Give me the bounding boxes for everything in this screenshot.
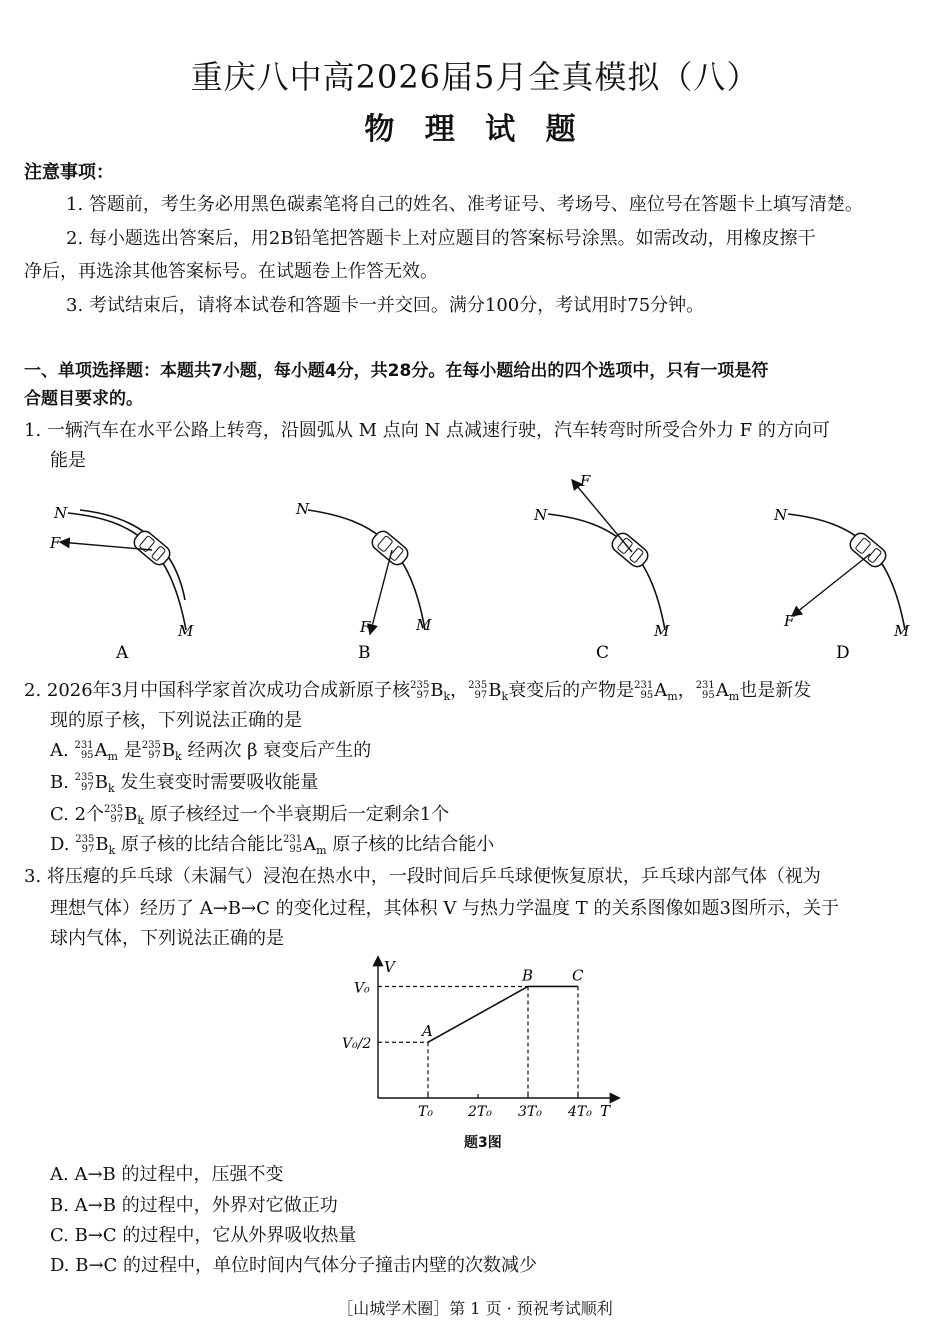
point-label-b: B [522, 966, 534, 985]
q1-option-d-figure [773, 506, 910, 663]
q1-stem: 1. 一辆汽车在水平公路上转弯，沿圆弧从 M 点向 N 点减速行驶，汽车转弯时所受合外力 F 的方向可 [24, 420, 830, 441]
y-tick-label: V₀ [354, 980, 370, 997]
q1-option-a-figure [49, 504, 194, 663]
point-label-a: A [422, 1022, 433, 1041]
q3-option-d: D. B→C 的过程中，单位时间内气体分子撞击内壁的次数减少 [50, 1255, 538, 1276]
q3-stem-cont-2: 球内气体，下列说法正确的是 [50, 928, 284, 949]
label-m: M [416, 616, 432, 634]
q2-option-b: B. 235 97 $B_k$ 发生衰变时需要吸收能量 [50, 772, 319, 795]
series-line [428, 986, 578, 1042]
nuclide-bk: 235 97 $B_k$ [410, 680, 451, 703]
label-m: M [178, 622, 194, 640]
label-f: F [784, 612, 795, 630]
label-f: F [580, 472, 591, 490]
label-n: N [774, 506, 788, 524]
label-n: N [534, 506, 548, 524]
section-heading-cont: 合题目要求的。 [24, 389, 143, 409]
nuclide-am: 231 95 $A_m$ [695, 680, 740, 703]
q3-option-c: C. B→C 的过程中，它从外界吸收热量 [50, 1225, 357, 1246]
x-tick-label: T₀ [418, 1104, 433, 1120]
x-tick-label: 2T₀ [468, 1104, 492, 1120]
x-tick-label: 3T₀ [518, 1104, 542, 1120]
nuclide-bk: 235 97 $B_k$ [468, 680, 509, 703]
x-tick-label: 4T₀ [568, 1104, 592, 1120]
q3-option-b: B. A→B 的过程中，外界对它做正功 [50, 1195, 338, 1216]
x-axis-label: T [600, 1102, 611, 1120]
label-f: F [50, 534, 61, 552]
q1-option-c-figure [533, 472, 670, 663]
exam-title: 重庆八中高2026届5月全真模拟（八） [190, 58, 760, 96]
q2-stem: 2. 2026年3月中国科学家首次成功合成新原子核 235 97 $B_k$， 235 97 $B_k$衰变后的产物是 231 95 $A_m$， 231 95 $A_m$也是新发 [24, 678, 811, 710]
q2-option-a: A. 231 95 $A_m$ 是 235 97 $B_k$ 经两次 β 衰变后产生的 [50, 740, 372, 763]
label-f: F [360, 618, 371, 636]
q2-option-c: C. 2个 235 97 $B_k$ 原子核经过一个半衰期后一定剩余1个 [50, 804, 450, 827]
label-n: N [296, 500, 310, 518]
note-2: 2. 每小题选出答案后，用2B铅笔把答题卡上对应题目的答案标号涂黑。如需改动，用橡皮擦干 [66, 228, 816, 249]
q2-stem-cont: 现的原子核，下列说法正确的是 [50, 710, 302, 731]
q3-stem-cont: 理想气体）经历了 A→B→C 的变化过程，其体积 V 与热力学温度 T 的关系图像如题3图所示，关于 [50, 898, 839, 919]
q2-option-d: D. 235 97 $B_k$ 原子核的比结合能比 231 95 $A_m$ 原子核的比结合能小 [50, 834, 495, 857]
option-label-b: B [358, 643, 371, 663]
note-3: 3. 考试结束后，请将本试卷和答题卡一并交回。满分100分，考试用时75分钟。 [66, 295, 705, 316]
subject-title: 物 理 试 题 [364, 112, 586, 147]
label-m: M [894, 622, 910, 640]
label-m: M [654, 622, 670, 640]
nuclide-am: 231 95 $A_m$ [634, 680, 678, 703]
q3-option-a: A. A→B 的过程中，压强不变 [50, 1164, 284, 1185]
notes-heading: 注意事项： [24, 162, 114, 183]
y-axis-label: V [384, 958, 395, 976]
label-n: N [54, 504, 68, 522]
q1-figure [40, 470, 940, 670]
option-label-a: A [116, 643, 129, 663]
q1-option-b-figure [295, 500, 432, 663]
q3-stem: 3. 将压瘪的乒乓球（未漏气）浸泡在热水中，一段时间后乒乓球便恢复原状，乒乓球内部气体（视为 [24, 866, 821, 887]
section-heading: 一、单项选择题：本题共7小题，每小题4分，共28分。在每小题给出的四个选项中，只有一项是符 [24, 361, 769, 381]
point-label-c: C [572, 966, 584, 985]
option-label-c: C [596, 643, 610, 663]
q1-stem-cont: 能是 [50, 450, 86, 471]
q3-figure-caption: 题3图 [464, 1135, 502, 1151]
option-label-d: D [836, 643, 850, 663]
note-2-cont: 净后，再选涂其他答案标号。在试题卷上作答无效。 [24, 261, 438, 282]
q3-vt-chart [340, 950, 630, 1130]
note-1: 1. 答题前，考生务必用黑色碳素笔将自己的姓名、准考证号、考场号、座位号在答题卡上填写清楚。 [66, 194, 863, 215]
y-tick-label: V₀/2 [342, 1036, 372, 1053]
page-footer: ［山城学术圈］第 1 页 · 预祝考试顺利 [337, 1299, 613, 1318]
